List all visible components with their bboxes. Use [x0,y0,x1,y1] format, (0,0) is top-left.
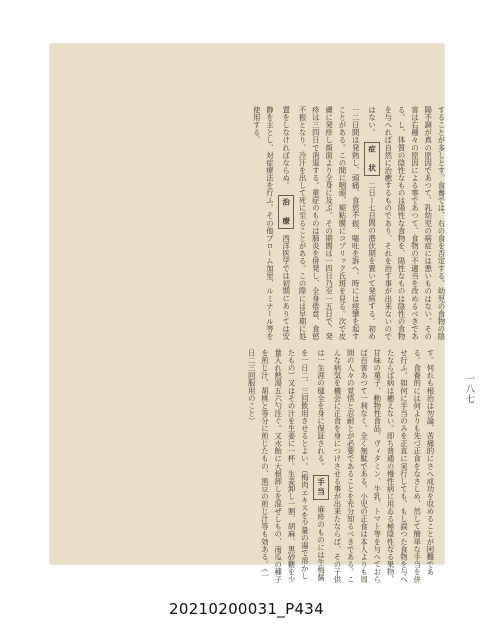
remedy-heading: 手当 [313,475,328,500]
remedy-paragraph: 麻疹のものには生梅醤を一日二、三回飲用させるとよい。（梅肉エキスを少量の湯で溶かしたもの）又はその汁を生姜に一杯。生姜卸し一割、胡麻、黒砂糖を少量入れ熟湯五六勺注ぐ。又水飴に大根卸しを混ぜしもの、南瓜の種子を煎じ汁、胡桃と等分に煎じたもの、黒豆の煎じ汁等も効ある。（一日二三回服用のこと） [247,349,326,584]
symptoms-paragraph: 二日ー七日間の潜伏期を置いて発病する。初め一二日間は発熱し、頭痛、食慾不振、嘔吐を訴へ、時には痙攣を起すことがある。この間に咽頭、頬粘膜にコプリック氏斑を見る。次で皮膚に発疹し顔面より全身に及ぶ。その期間は一四日乃至一五日で、発疹は三四日で消退する。重症のものは肺炎を併発し、全身倦怠、食慾不振となり、冷汗を出して死に至ることがある。この際には早期に処置をしなければならぬ。 [281,106,377,341]
upper-text-block [158,106,448,342]
page-number: 一八七 [464,374,474,404]
image-caption: 20210200031_P434 [169,600,324,618]
lower-text-block [151,349,437,586]
intro-paragraph: することが多しとす。食養では、右の食を否定する。幼児の食物の陰陽不調が真の原因であつて、乳幼児の病症には悪いものはない。その害は右種々の原因による事であつて、食物の不適当を改めるべきである。し、体質の陰性なものは陽性な食物を、陽性なものは陰性の食物を与へれば自然に治癒するものであり、それを治す事が出来ないのではない。 [367,106,446,341]
diet-paragraph: す。何れも根治は勿論、苦痛的にさへ成功を収めることが困難である。食養的には何よりも先づ正食をなさしめ、然して簡単な手当を併せ行ふ。如何に手当のみを正直に実行しても、もし誤つた食物を与へたならば病は癒えない。即ち普通の慢性病に用ゐる極陰性なる果物、甘味の菓子、動物性食品、ヴィタミン、牛乳、トマト等を与へておらば百害あつて一利なく、全く無駄である。小児の正食は本人よりも周囲の人々の覚悟と忍耐とが必要であることを充分知るべきである。こんな病気を機会に正食を身につけさせる事が出来たならば、その子供は一生涯の健全を身に保証される。 [316,349,435,584]
symptoms-heading: 症 状 [364,142,379,176]
document-page [50,44,474,584]
treatment-heading: 治 療 [278,195,293,229]
treatment-paragraph: 西洋医学では初期にありては安静を主とし、対症療法を行ふ。その他ブローム加里、ルミナール等を使用する。 [252,106,291,341]
